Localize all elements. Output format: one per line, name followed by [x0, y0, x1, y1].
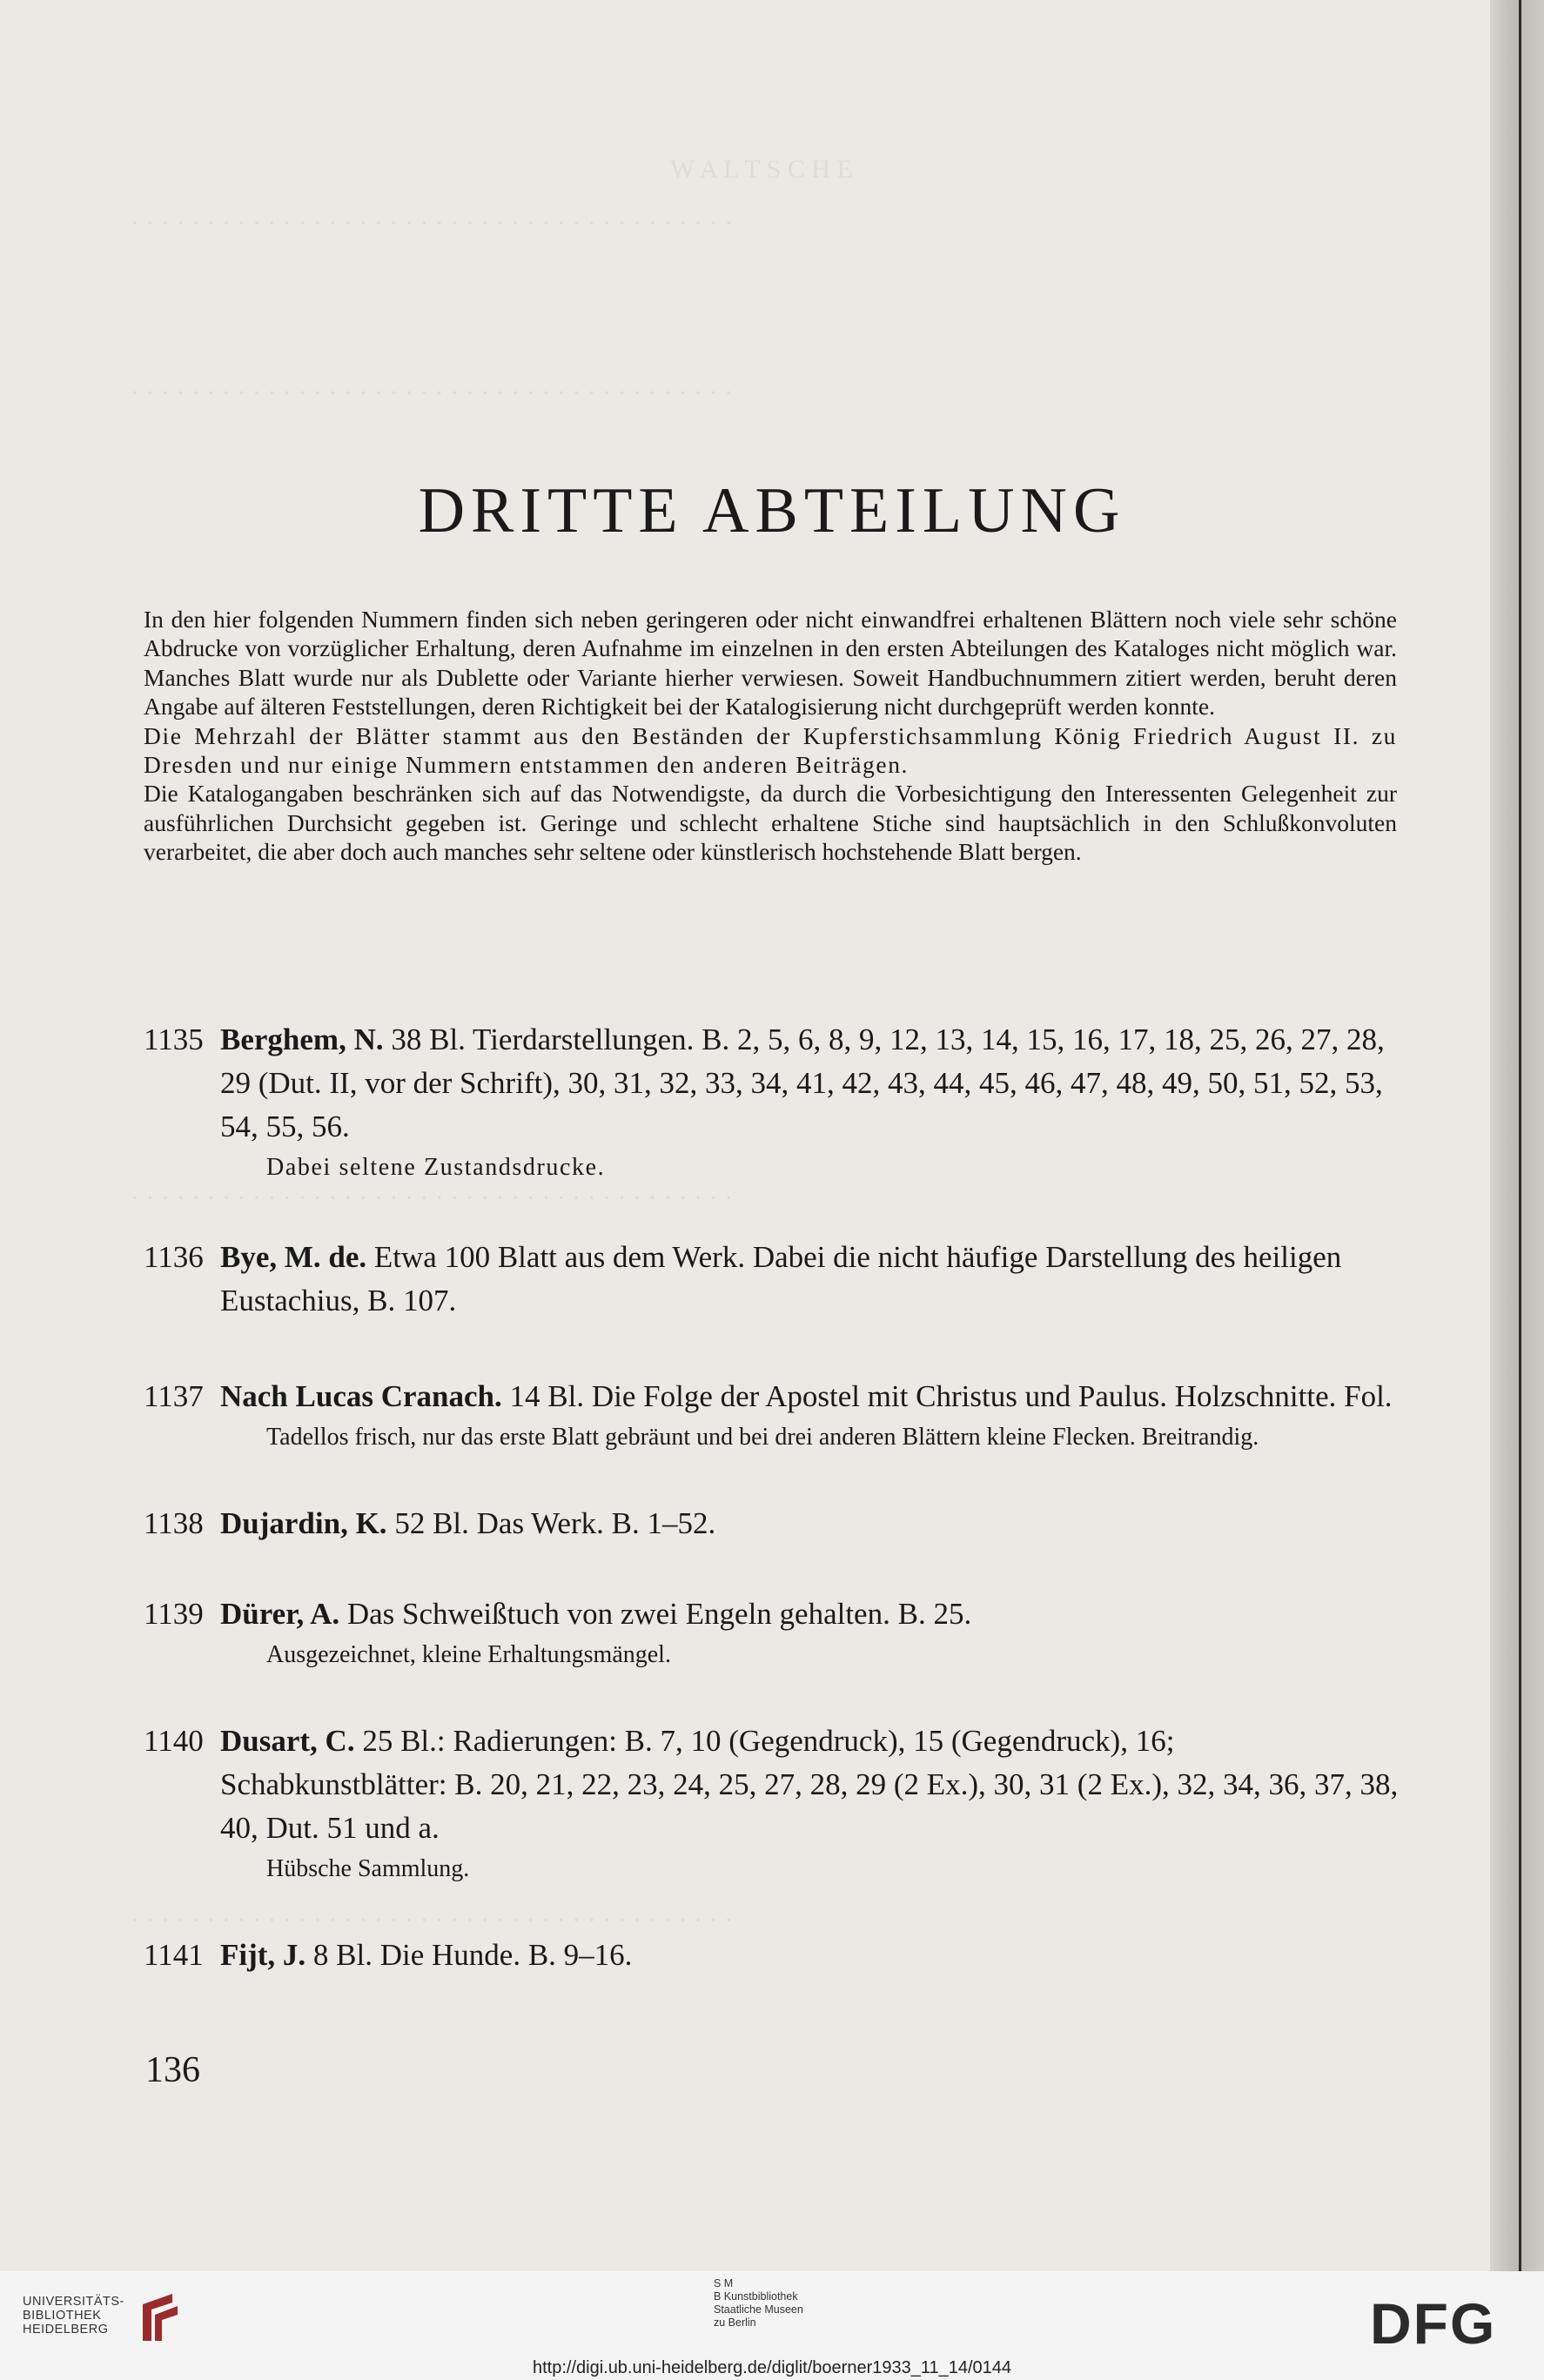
intro-text	[144, 605, 1397, 867]
entry-note: Ausgezeichnet, kleine Erhaltungsmängel.	[266, 1641, 671, 1668]
bleed-through-text: · · · · · · · · · · · · · · · · · · · · · · · · · · · · · · · · · · · · · · · ·	[131, 379, 734, 407]
catalog-entry	[144, 1502, 1400, 1545]
bleed-through-text: W A L T S C H E	[670, 155, 853, 184]
entry-artist: Bye, M. de.	[220, 1240, 367, 1274]
entry-description: Das Schweißtuch von zwei Engeln gehalten. B. 25.	[346, 1597, 972, 1631]
entry-artist: Dujardin, K.	[220, 1506, 387, 1540]
catalog-entry	[144, 1236, 1400, 1323]
entry-number: 1136	[144, 1240, 204, 1274]
intro-paragraph: Die Mehrzahl der Blätter stammt aus den Beständen der Kupferstichsammlung König Friedrich August II. zu Dresden und nur einige Nummern entstammen den anderen Beiträgen.	[144, 721, 1397, 779]
bleed-through-text: · · · · · · · · · · · · · · · · · · · · · · · · · · · · · · · · · · · · · · · ·	[131, 209, 734, 238]
entry-description: 52 Bl. Das Werk. B. 1–52.	[394, 1506, 716, 1540]
spine-edge	[1519, 0, 1521, 2271]
page-number: 136	[145, 2050, 200, 2090]
catalog-entry	[144, 1375, 1400, 1455]
entry-description: Etwa 100 Blatt aus dem Werk. Dabei die nicht häufige Darstellung des heiligen Eustachius, B. 107.	[220, 1240, 1342, 1317]
page-spine	[1490, 0, 1544, 2271]
entry-note: Dabei seltene Zustandsdrucke.	[266, 1154, 606, 1181]
bleed-through-text: · · · · · · · · · · · · · · · · · · · · · · · · · · · · · · · · · · · · · · · ·	[131, 1906, 734, 1934]
entry-description: 8 Bl. Die Hunde. B. 9–16.	[312, 1938, 633, 1972]
entry-number: 1141	[144, 1938, 204, 1972]
catalog-entry	[144, 1018, 1400, 1185]
bleed-through-text: · · · · · · · · · · · · · · · · · · · · · · · · · · · · · · · · · · · · · · · ·	[131, 1183, 734, 1212]
entry-artist: Dusart, C.	[220, 1724, 355, 1758]
library-emblem-icon	[138, 2290, 183, 2344]
entry-artist: Fijt, J.	[220, 1938, 306, 1972]
intro-paragraph: Die Katalogangaben beschränken sich auf das Notwendigste, da durch die Vorbesichtigung den Interessenten Gelegenheit zur ausführlichen Durchsicht gegeben ist. Geringe und schlecht erhaltene Stiche sind hauptsächlich in den Schlußkonvoluten verarbeitet, die aber doch auch manches sehr seltene oder künstlerisch hochstehende Blatt bergen.	[144, 780, 1397, 866]
library-logo-text: UNIVERSITÄTS- BIBLIOTHEK HEIDELBERG	[23, 2295, 124, 2336]
entry-description: 38 Bl. Tierdarstellungen. B. 2, 5, 6, 8, 9, 12, 13, 14, 15, 16, 17, 18, 25, 26, 27, 28, 29 (Dut. II, vor der Schrift), 30, 31, 32, 33, 34, 41, 42, 43, 44, 45, 46, 47, 48, 49, 50, 51, 52, 53, 54, 55, 56.	[220, 1022, 1385, 1143]
source-url[interactable]: http://digi.ub.uni-heidelberg.de/diglit/boerner1933_11_14/0144	[532, 2358, 1012, 2377]
museum-stamp: S M B Kunstbibliothek Staatliche Museen zu Berlin	[714, 2277, 803, 2329]
intro-paragraph: In den hier folgenden Nummern finden sich neben geringeren oder nicht einwandfrei erhaltenen Blättern noch viele sehr schöne Abdrucke von vorzüglicher Erhaltung, deren Aufnahme im einzelnen in den ersten Abteilungen des Kataloges nicht möglich war. Manches Blatt wurde nur als Dublette oder Variante hierher verwiesen. Soweit Handbuchnummern zitiert werden, beruht deren Angabe auf älteren Feststellungen, deren Richtigkeit bei der Katalogisierung nicht durchgeprüft werden konnte.	[144, 606, 1397, 721]
entry-note: Hübsche Sammlung.	[266, 1855, 470, 1882]
entry-description: 14 Bl. Die Folge der Apostel mit Christus und Paulus. Holzschnitte. Fol.	[509, 1379, 1393, 1413]
entry-number: 1137	[144, 1379, 204, 1413]
entry-description: 25 Bl.: Radierungen: B. 7, 10 (Gegendruck), 15 (Gegendruck), 16; Schabkunstblätter: B. 20, 21, 22, 23, 24, 25, 27, 28, 29 (2 Ex.), 30, 31 (2 Ex.), 32, 34, 36, 37, 38, 40, Dut. 51 und a.	[220, 1724, 1399, 1845]
entry-number: 1139	[144, 1597, 204, 1631]
entry-number: 1138	[144, 1506, 204, 1540]
dfg-logo: DFG	[1370, 2291, 1497, 2356]
entry-artist: Berghem, N.	[220, 1022, 384, 1056]
entry-artist: Dürer, A.	[220, 1597, 340, 1631]
catalog-entry	[144, 1720, 1400, 1887]
catalog-entries	[144, 1018, 1400, 1977]
entry-number: 1140	[144, 1724, 204, 1758]
entry-number: 1135	[144, 1022, 204, 1056]
section-title: DRITTE ABTEILUNG	[418, 475, 1126, 546]
catalog-entry	[144, 1592, 1400, 1673]
entry-artist: Nach Lucas Cranach.	[220, 1379, 502, 1413]
catalog-entry	[144, 1934, 1400, 1977]
entry-note: Tadellos frisch, nur das erste Blatt gebräunt und bei drei anderen Blättern kleine Flecken. Breitrandig.	[266, 1424, 1259, 1451]
